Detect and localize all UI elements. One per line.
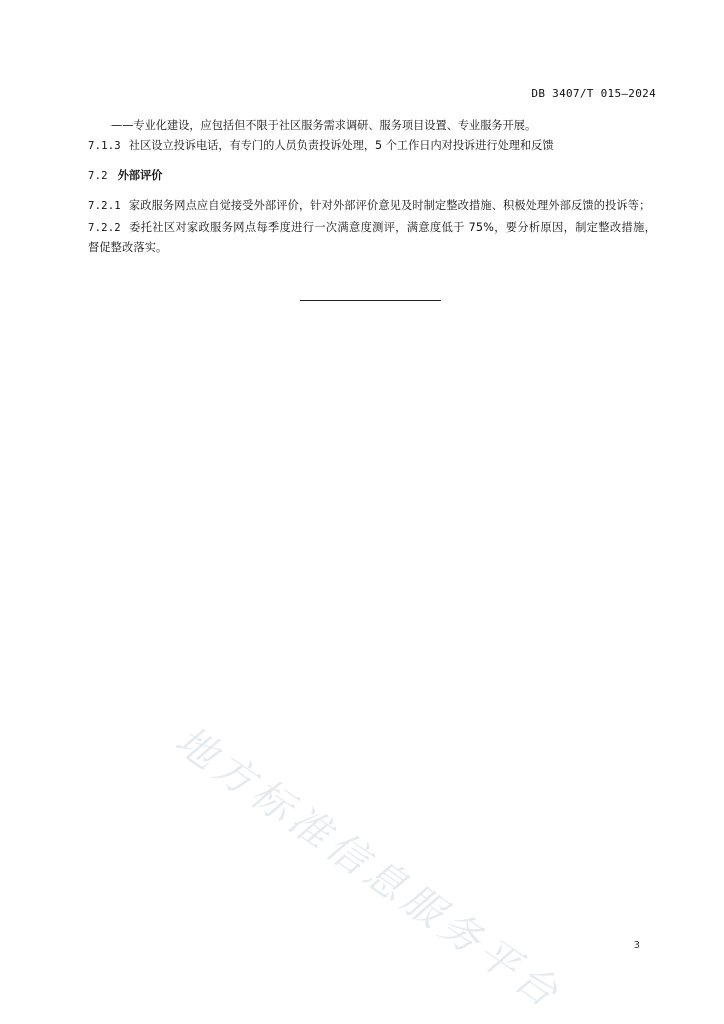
end-of-standard-rule [300,300,441,301]
page-number: 3 [633,940,640,951]
clause-7-2-1 [88,196,656,216]
clause-7-1-3 [88,136,656,156]
clause-number: 7.1.3 [88,140,121,152]
document-body [88,116,656,257]
clause-number: 7.2.1 [88,200,121,212]
clause-7-2-2 [88,218,656,257]
section-title: 外部评价 [117,169,163,182]
watermark: 地方标准信息服务平台 [166,717,570,1020]
section-heading-7-2 [88,166,656,186]
clause-text: 家政服务网点应自觉接受外部评价，针对外部评价意见及时制定整改措施、积极处理外部反馈的投诉等； [128,199,651,212]
document-code-header: DB 3407/T 015—2024 [531,87,656,100]
bullet-item-professional-construction: ——专业化建设，应包括但不限于社区服务需求调研、服务项目设置、专业服务开展。 [111,119,537,132]
clause-text: 社区设立投诉电话，有专门的人员负责投诉处理，5 个工作日内对投诉进行处理和反馈 [128,139,554,152]
clause-number: 7.2.2 [88,222,121,234]
clause-text: 委托社区对家政服务网点每季度进行一次满意度测评，满意度低于 75%，要分析原因，制定整改措施，督促整改落实。 [88,221,656,254]
section-number: 7.2 [88,170,108,182]
